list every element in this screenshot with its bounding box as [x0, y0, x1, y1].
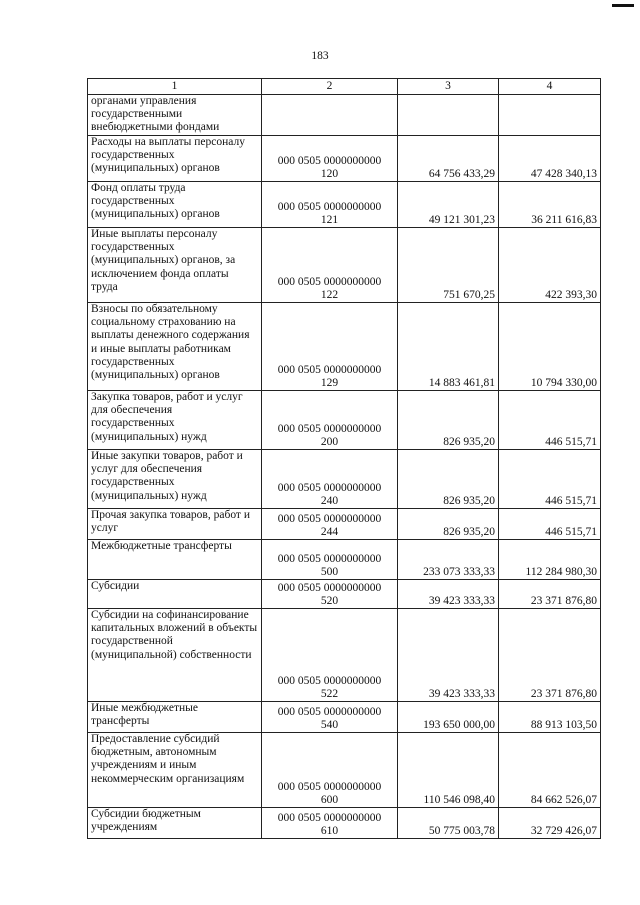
amount-column-3: 14 883 461,81 — [398, 303, 499, 391]
budget-code-classifier: 000 0505 0000000000 — [277, 780, 382, 793]
budget-table-body — [88, 79, 601, 839]
item-name: Взносы по обязательному социальному страхованию на выплаты денежного содержания и иные выплаты работникам государственных (муниципальных) органов — [88, 303, 262, 391]
amount-column-4: 23 371 876,80 — [499, 609, 601, 702]
budget-code-expense-type: 610 — [320, 824, 339, 837]
column-header-1: 1 — [88, 79, 262, 95]
budget-code — [262, 733, 398, 808]
budget-code-expense-type: 200 — [320, 435, 339, 448]
budget-code-expense-type: 520 — [320, 594, 339, 607]
budget-code — [262, 609, 398, 702]
budget-code — [262, 808, 398, 839]
item-name: Прочая закупка товаров, работ и услуг — [88, 509, 262, 540]
amount-column-3: 826 935,20 — [398, 450, 499, 509]
amount-column-4: 88 913 103,50 — [499, 702, 601, 733]
budget-code-classifier: 000 0505 0000000000 — [277, 705, 382, 718]
amount-column-3: 826 935,20 — [398, 391, 499, 450]
budget-code-expense-type: 244 — [320, 525, 339, 538]
column-header-3: 3 — [398, 79, 499, 95]
amount-column-4: 112 284 980,30 — [499, 540, 601, 580]
budget-code-classifier: 000 0505 0000000000 — [277, 552, 382, 565]
item-name: Субсидии — [88, 580, 262, 609]
amount-column-3: 826 935,20 — [398, 509, 499, 540]
budget-code-expense-type: 240 — [320, 494, 339, 507]
budget-code-classifier: 000 0505 0000000000 — [277, 674, 382, 687]
budget-code-expense-type: 500 — [320, 565, 339, 578]
budget-code-classifier: 000 0505 0000000000 — [277, 811, 382, 824]
column-header-row — [88, 79, 601, 95]
budget-code — [262, 303, 398, 391]
item-name: Межбюджетные трансферты — [88, 540, 262, 580]
amount-column-4: 10 794 330,00 — [499, 303, 601, 391]
item-name: Субсидии на софинансирование капитальных вложений в объекты государственной (муниципальной) собственности — [88, 609, 262, 702]
amount-column-3: 110 546 098,40 — [398, 733, 499, 808]
budget-code-classifier: 000 0505 0000000000 — [277, 481, 382, 494]
budget-code-classifier: 000 0505 0000000000 — [277, 200, 382, 213]
item-name: Фонд оплаты труда государственных (муниципальных) органов — [88, 182, 262, 228]
page-number: 183 — [311, 50, 329, 62]
table-row — [88, 808, 601, 839]
item-name: Иные межбюджетные трансферты — [88, 702, 262, 733]
table-row — [88, 733, 601, 808]
budget-code — [262, 702, 398, 733]
budget-code-classifier: 000 0505 0000000000 — [277, 581, 382, 594]
amount-column-3: 49 121 301,23 — [398, 182, 499, 228]
amount-column-4: 422 393,30 — [499, 228, 601, 303]
amount-column-4 — [499, 95, 601, 136]
budget-code — [262, 540, 398, 580]
amount-column-4: 36 211 616,83 — [499, 182, 601, 228]
amount-column-3: 193 650 000,00 — [398, 702, 499, 733]
budget-code-expense-type: 600 — [320, 793, 339, 806]
amount-column-4: 446 515,71 — [499, 509, 601, 540]
amount-column-3: 64 756 433,29 — [398, 136, 499, 182]
amount-column-3: 751 670,25 — [398, 228, 499, 303]
table-row — [88, 136, 601, 182]
amount-column-4: 446 515,71 — [499, 391, 601, 450]
amount-column-3 — [398, 95, 499, 136]
amount-column-4: 84 662 526,07 — [499, 733, 601, 808]
column-header-4: 4 — [499, 79, 601, 95]
amount-column-4: 32 729 426,07 — [499, 808, 601, 839]
budget-code — [262, 228, 398, 303]
amount-column-3: 233 073 333,33 — [398, 540, 499, 580]
budget-code-classifier: 000 0505 0000000000 — [277, 275, 382, 288]
table-row — [88, 580, 601, 609]
budget-code-expense-type: 122 — [320, 288, 339, 301]
item-name: Предоставление субсидий бюджетным, автономным учреждениям и иным некоммерческим организациям — [88, 733, 262, 808]
amount-column-4: 47 428 340,13 — [499, 136, 601, 182]
budget-code-classifier: 000 0505 0000000000 — [277, 363, 382, 376]
budget-code-expense-type: 121 — [320, 213, 339, 226]
budget-code-classifier: 000 0505 0000000000 — [277, 422, 382, 435]
table-row — [88, 95, 601, 136]
budget-code — [262, 450, 398, 509]
column-header-2: 2 — [262, 79, 398, 95]
table-row — [88, 182, 601, 228]
item-name: Субсидии бюджетным учреждениям — [88, 808, 262, 839]
item-name: Иные выплаты персоналу государственных (муниципальных) органов, за исключением фонда оплаты труда — [88, 228, 262, 303]
budget-code — [262, 580, 398, 609]
budget-code — [262, 136, 398, 182]
amount-column-3: 39 423 333,33 — [398, 609, 499, 702]
table-row — [88, 450, 601, 509]
table-row — [88, 391, 601, 450]
table-row — [88, 702, 601, 733]
amount-column-3: 50 775 003,78 — [398, 808, 499, 839]
amount-column-3: 39 423 333,33 — [398, 580, 499, 609]
item-name: Иные закупки товаров, работ и услуг для обеспечения государственных (муниципальных) нужд — [88, 450, 262, 509]
table-row — [88, 303, 601, 391]
budget-code — [262, 95, 398, 136]
budget-code — [262, 509, 398, 540]
amount-column-4: 23 371 876,80 — [499, 580, 601, 609]
budget-code-expense-type: 120 — [320, 167, 339, 180]
table-row — [88, 228, 601, 303]
budget-code-classifier: 000 0505 0000000000 — [277, 512, 382, 525]
corner-mark — [612, 4, 634, 7]
item-name: органами управления государственными внебюджетными фондами — [88, 95, 262, 136]
table-row — [88, 609, 601, 702]
item-name: Расходы на выплаты персоналу государственных (муниципальных) органов — [88, 136, 262, 182]
budget-code-expense-type: 522 — [320, 687, 339, 700]
amount-column-4: 446 515,71 — [499, 450, 601, 509]
budget-code-expense-type: 129 — [320, 376, 339, 389]
budget-code — [262, 182, 398, 228]
budget-code-expense-type: 540 — [320, 718, 339, 731]
budget-code — [262, 391, 398, 450]
item-name: Закупка товаров, работ и услуг для обеспечения государственных (муниципальных) нужд — [88, 391, 262, 450]
budget-table — [87, 78, 601, 839]
table-row — [88, 540, 601, 580]
table-row — [88, 509, 601, 540]
budget-code-classifier: 000 0505 0000000000 — [277, 154, 382, 167]
